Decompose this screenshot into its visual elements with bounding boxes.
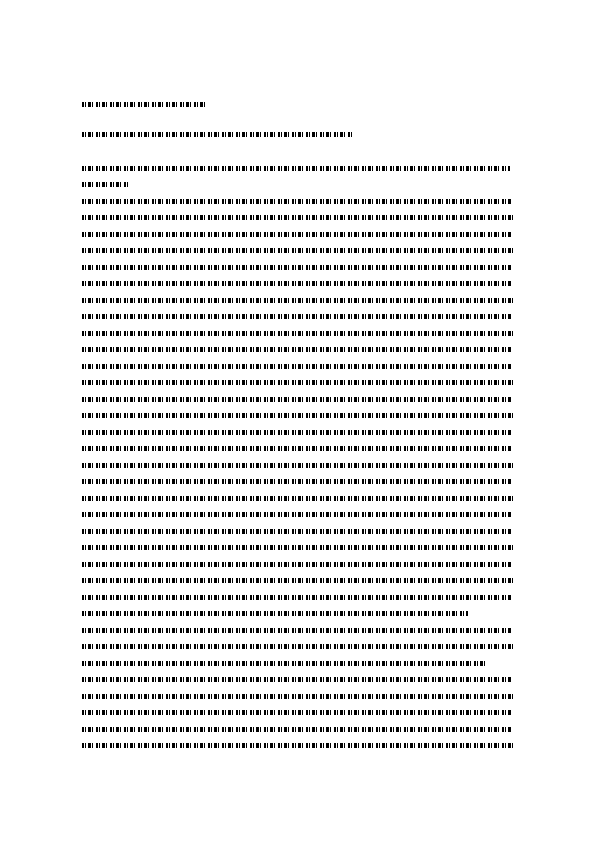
paragraph — [82, 622, 514, 754]
body-text — [82, 160, 514, 754]
paragraph — [82, 160, 514, 193]
page-subheading — [82, 126, 514, 143]
paragraph — [82, 193, 514, 622]
page-heading — [82, 96, 514, 113]
